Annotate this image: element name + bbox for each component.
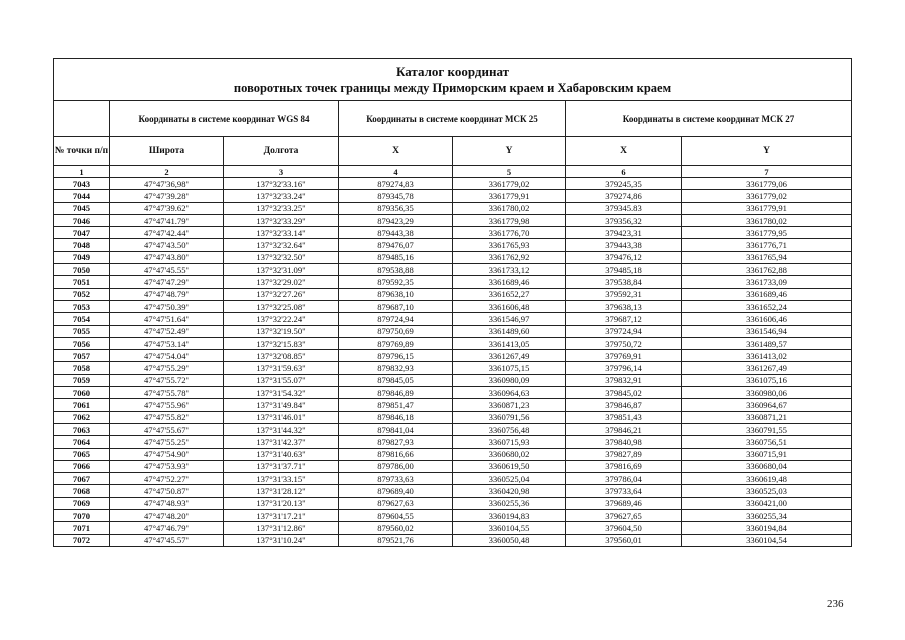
x-msk27-cell: 379560,01 — [566, 534, 682, 546]
y-msk25-cell: 3361762,92 — [453, 251, 566, 263]
column-header-longitude: Долгота — [224, 137, 339, 166]
x-msk25-cell: 879832,93 — [339, 362, 453, 374]
x-msk27-cell: 379592,31 — [566, 288, 682, 300]
x-msk25-cell: 879786,00 — [339, 460, 453, 472]
point-number-cell: 7050 — [54, 264, 110, 276]
longitude-cell: 137°31'46.01" — [224, 411, 339, 423]
x-msk27-cell: 379638,13 — [566, 300, 682, 312]
y-msk25-cell: 3361489,60 — [453, 325, 566, 337]
point-number-cell: 7061 — [54, 399, 110, 411]
table-row — [54, 473, 852, 485]
x-msk25-cell: 879687,10 — [339, 300, 453, 312]
point-number-cell: 7054 — [54, 313, 110, 325]
y-msk25-cell: 3360525,04 — [453, 473, 566, 485]
y-msk27-cell: 3360756,51 — [682, 436, 852, 448]
y-msk25-cell: 3360980,09 — [453, 374, 566, 386]
y-msk25-cell: 3361779,91 — [453, 190, 566, 202]
x-msk25-cell: 879845,05 — [339, 374, 453, 386]
longitude-cell: 137°31'42.37" — [224, 436, 339, 448]
y-msk25-cell: 3361765,93 — [453, 239, 566, 251]
y-msk25-cell: 3361267,49 — [453, 350, 566, 362]
latitude-cell: 47°47'43.80" — [110, 251, 224, 263]
x-msk25-cell: 879846,89 — [339, 387, 453, 399]
point-number-cell: 7066 — [54, 460, 110, 472]
x-msk25-cell: 879476,07 — [339, 239, 453, 251]
table-subtitle: поворотных точек границы между Приморским краем и Хабаровским краем — [233, 80, 672, 95]
longitude-cell: 137°31'37.71" — [224, 460, 339, 472]
x-msk27-cell: 379724,94 — [566, 325, 682, 337]
point-number-cell: 7043 — [54, 178, 110, 190]
y-msk25-cell: 3361075,15 — [453, 362, 566, 374]
longitude-cell: 137°32'33.29" — [224, 214, 339, 226]
y-msk27-cell: 3360980,06 — [682, 387, 852, 399]
latitude-cell: 47°47'51.64" — [110, 313, 224, 325]
point-number-cell: 7071 — [54, 522, 110, 534]
column-number: 7 — [682, 166, 852, 178]
table-row — [54, 411, 852, 423]
column-header-x-msk27: X — [566, 137, 682, 166]
column-number: 6 — [566, 166, 682, 178]
y-msk25-cell: 3361546,97 — [453, 313, 566, 325]
x-msk27-cell: 379627,65 — [566, 510, 682, 522]
y-msk25-cell: 3361779,02 — [453, 178, 566, 190]
latitude-cell: 47°47'55.96" — [110, 399, 224, 411]
x-msk25-cell: 879604,55 — [339, 510, 453, 522]
y-msk25-cell: 3360680,02 — [453, 448, 566, 460]
table-row — [54, 362, 852, 374]
longitude-cell: 137°31'59.63" — [224, 362, 339, 374]
point-number-cell: 7062 — [54, 411, 110, 423]
y-msk27-cell: 3361267,49 — [682, 362, 852, 374]
y-msk27-cell: 3360525,03 — [682, 485, 852, 497]
y-msk27-cell: 3360715,91 — [682, 448, 852, 460]
table-row — [54, 288, 852, 300]
x-msk25-cell: 879443,38 — [339, 227, 453, 239]
longitude-cell: 137°31'55.07" — [224, 374, 339, 386]
latitude-cell: 47°47'53.14" — [110, 337, 224, 349]
y-msk25-cell: 3361779,98 — [453, 214, 566, 226]
latitude-cell: 47°47'36,98" — [110, 178, 224, 190]
latitude-cell: 47°47'55.82" — [110, 411, 224, 423]
point-number-cell: 7060 — [54, 387, 110, 399]
latitude-cell: 47°47'48.20" — [110, 510, 224, 522]
x-msk27-cell: 379769,91 — [566, 350, 682, 362]
point-number-cell: 7067 — [54, 473, 110, 485]
y-msk25-cell: 3360050,48 — [453, 534, 566, 546]
latitude-cell: 47°47'48.93" — [110, 497, 224, 509]
x-msk25-cell: 879816,66 — [339, 448, 453, 460]
x-msk25-cell: 879521,76 — [339, 534, 453, 546]
latitude-cell: 47°47'55.67" — [110, 423, 224, 435]
table-row — [54, 214, 852, 226]
longitude-cell: 137°31'10.24" — [224, 534, 339, 546]
x-msk27-cell: 379845,02 — [566, 387, 682, 399]
y-msk27-cell: 3361413,02 — [682, 350, 852, 362]
latitude-cell: 47°47'39.62" — [110, 202, 224, 214]
table-row — [54, 251, 852, 263]
latitude-cell: 47°47'53.93" — [110, 460, 224, 472]
x-msk25-cell: 879356,35 — [339, 202, 453, 214]
y-msk27-cell: 3361689,46 — [682, 288, 852, 300]
point-number-cell: 7049 — [54, 251, 110, 263]
longitude-cell: 137°31'54.32" — [224, 387, 339, 399]
table-row — [54, 300, 852, 312]
x-msk27-cell: 379689,46 — [566, 497, 682, 509]
x-msk25-cell: 879827,93 — [339, 436, 453, 448]
longitude-cell: 137°32'27.26" — [224, 288, 339, 300]
y-msk25-cell: 3360756,48 — [453, 423, 566, 435]
longitude-cell: 137°31'44.32" — [224, 423, 339, 435]
longitude-cell: 137°32'31.09" — [224, 264, 339, 276]
y-msk25-cell: 3360715,93 — [453, 436, 566, 448]
y-msk25-cell: 3361780,02 — [453, 202, 566, 214]
y-msk25-cell: 3360964,63 — [453, 387, 566, 399]
table-title-cell — [54, 59, 852, 101]
longitude-cell: 137°32'32.64" — [224, 239, 339, 251]
y-msk27-cell: 3360104,54 — [682, 534, 852, 546]
latitude-cell: 47°47'42.44" — [110, 227, 224, 239]
longitude-cell: 137°31'17.21" — [224, 510, 339, 522]
x-msk25-cell: 879769,89 — [339, 337, 453, 349]
x-msk27-cell: 379476,12 — [566, 251, 682, 263]
point-number-cell: 7055 — [54, 325, 110, 337]
y-msk27-cell: 3361779,02 — [682, 190, 852, 202]
table-row — [54, 423, 852, 435]
y-msk27-cell: 3361780,02 — [682, 214, 852, 226]
longitude-cell: 137°32'19.50" — [224, 325, 339, 337]
table-row — [54, 374, 852, 386]
point-number-cell: 7056 — [54, 337, 110, 349]
x-msk25-cell: 879560,02 — [339, 522, 453, 534]
y-msk27-cell: 3360421,00 — [682, 497, 852, 509]
latitude-cell: 47°47'50.39" — [110, 300, 224, 312]
table-row — [54, 337, 852, 349]
latitude-cell: 47°47'55.72" — [110, 374, 224, 386]
y-msk27-cell: 3361779,91 — [682, 202, 852, 214]
x-msk27-cell: 379816,69 — [566, 460, 682, 472]
y-msk25-cell: 3361652,27 — [453, 288, 566, 300]
y-msk27-cell: 3361489,57 — [682, 337, 852, 349]
latitude-cell: 47°47'45.55" — [110, 264, 224, 276]
table-row — [54, 178, 852, 190]
x-msk27-cell: 379345.83 — [566, 202, 682, 214]
longitude-cell: 137°32'33.24" — [224, 190, 339, 202]
column-header-x-msk25: X — [339, 137, 453, 166]
y-msk27-cell: 3360619,48 — [682, 473, 852, 485]
table-row — [54, 510, 852, 522]
latitude-cell: 47°47'45.57" — [110, 534, 224, 546]
latitude-cell: 47°47'47.29" — [110, 276, 224, 288]
table-row — [54, 276, 852, 288]
y-msk27-cell: 3361762,88 — [682, 264, 852, 276]
x-msk25-cell: 879423,29 — [339, 214, 453, 226]
y-msk27-cell: 3361733,09 — [682, 276, 852, 288]
latitude-cell: 47°47'55.78" — [110, 387, 224, 399]
table-row — [54, 485, 852, 497]
x-msk25-cell: 879627,63 — [339, 497, 453, 509]
y-msk27-cell: 3360194,84 — [682, 522, 852, 534]
y-msk25-cell: 3360255,36 — [453, 497, 566, 509]
x-msk27-cell: 379538,84 — [566, 276, 682, 288]
longitude-cell: 137°31'33.15" — [224, 473, 339, 485]
x-msk25-cell: 879724,94 — [339, 313, 453, 325]
x-msk25-cell: 879592,35 — [339, 276, 453, 288]
longitude-cell: 137°32'25.08" — [224, 300, 339, 312]
y-msk25-cell: 3361413,05 — [453, 337, 566, 349]
latitude-cell: 47°47'55.25" — [110, 436, 224, 448]
longitude-cell: 137°31'12.86" — [224, 522, 339, 534]
table-row — [54, 399, 852, 411]
coordinate-catalog-table — [53, 58, 852, 547]
x-msk27-cell: 379786,04 — [566, 473, 682, 485]
y-msk25-cell: 3360791,56 — [453, 411, 566, 423]
x-msk27-cell: 379245,35 — [566, 178, 682, 190]
longitude-cell: 137°32'22.24" — [224, 313, 339, 325]
y-msk25-cell: 3361689,46 — [453, 276, 566, 288]
y-msk25-cell: 3360871,23 — [453, 399, 566, 411]
column-header-point: № точки п/п — [54, 137, 110, 166]
table-row — [54, 460, 852, 472]
column-number: 2 — [110, 166, 224, 178]
column-header-latitude: Широта — [110, 137, 224, 166]
table-row — [54, 239, 852, 251]
x-msk27-cell: 379846,87 — [566, 399, 682, 411]
x-msk27-cell: 379604,50 — [566, 522, 682, 534]
y-msk27-cell: 3360964,67 — [682, 399, 852, 411]
point-number-cell: 7051 — [54, 276, 110, 288]
table-row — [54, 190, 852, 202]
longitude-cell: 137°32'29.02" — [224, 276, 339, 288]
point-number-cell: 7059 — [54, 374, 110, 386]
page-number: 236 — [827, 598, 844, 610]
group-header-msk25: Координаты в системе координат МСК 25 — [339, 101, 566, 137]
latitude-cell: 47°47'52.27" — [110, 473, 224, 485]
longitude-cell: 137°31'28.12" — [224, 485, 339, 497]
x-msk27-cell: 379274,86 — [566, 190, 682, 202]
y-msk27-cell: 3360255,34 — [682, 510, 852, 522]
x-msk25-cell: 879538,88 — [339, 264, 453, 276]
point-number-cell: 7048 — [54, 239, 110, 251]
longitude-cell: 137°31'20.13" — [224, 497, 339, 509]
point-number-cell: 7065 — [54, 448, 110, 460]
longitude-cell: 137°31'49.84" — [224, 399, 339, 411]
y-msk25-cell: 3360104,55 — [453, 522, 566, 534]
point-number-cell: 7069 — [54, 497, 110, 509]
x-msk27-cell: 379356,32 — [566, 214, 682, 226]
table-row — [54, 313, 852, 325]
y-msk27-cell: 3360680,04 — [682, 460, 852, 472]
longitude-cell: 137°32'33.16" — [224, 178, 339, 190]
longitude-cell: 137°32'08.85" — [224, 350, 339, 362]
x-msk27-cell: 379443,38 — [566, 239, 682, 251]
table-row — [54, 448, 852, 460]
point-number-cell: 7044 — [54, 190, 110, 202]
column-header-y-msk27: Y — [682, 137, 852, 166]
longitude-cell: 137°31'40.63" — [224, 448, 339, 460]
latitude-cell: 47°47'54.90" — [110, 448, 224, 460]
point-number-cell: 7052 — [54, 288, 110, 300]
y-msk27-cell: 3360791,55 — [682, 423, 852, 435]
x-msk25-cell: 879345,78 — [339, 190, 453, 202]
y-msk27-cell: 3361779,95 — [682, 227, 852, 239]
y-msk27-cell: 3361606,46 — [682, 313, 852, 325]
point-number-cell: 7053 — [54, 300, 110, 312]
group-header-msk27: Координаты в системе координат МСК 27 — [566, 101, 852, 137]
latitude-cell: 47°47'55.29" — [110, 362, 224, 374]
point-number-cell: 7046 — [54, 214, 110, 226]
table-title: Каталог координат — [396, 63, 510, 79]
point-number-cell: 7072 — [54, 534, 110, 546]
latitude-cell: 47°47'50.87" — [110, 485, 224, 497]
point-number-cell: 7057 — [54, 350, 110, 362]
column-number: 5 — [453, 166, 566, 178]
column-header-y-msk25: Y — [453, 137, 566, 166]
x-msk25-cell: 879750,69 — [339, 325, 453, 337]
group-header-wgs84: Координаты в системе координат WGS 84 — [110, 101, 339, 137]
longitude-cell: 137°32'15.83" — [224, 337, 339, 349]
table-row — [54, 522, 852, 534]
x-msk27-cell: 379687,12 — [566, 313, 682, 325]
x-msk25-cell: 879733,63 — [339, 473, 453, 485]
y-msk27-cell: 3361652,24 — [682, 300, 852, 312]
coordinate-catalog-sheet — [53, 58, 851, 547]
column-number: 1 — [54, 166, 110, 178]
table-row — [54, 350, 852, 362]
x-msk27-cell: 379423,31 — [566, 227, 682, 239]
latitude-cell: 47°47'41.79" — [110, 214, 224, 226]
x-msk25-cell: 879689,40 — [339, 485, 453, 497]
x-msk27-cell: 379827,89 — [566, 448, 682, 460]
x-msk27-cell: 379796,14 — [566, 362, 682, 374]
point-number-cell: 7047 — [54, 227, 110, 239]
y-msk27-cell: 3360871,21 — [682, 411, 852, 423]
y-msk25-cell: 3360194,83 — [453, 510, 566, 522]
latitude-cell: 47°47'52.49" — [110, 325, 224, 337]
latitude-cell: 47°47'39.28" — [110, 190, 224, 202]
table-row — [54, 534, 852, 546]
y-msk27-cell: 3361075,16 — [682, 374, 852, 386]
y-msk25-cell: 3360619,50 — [453, 460, 566, 472]
y-msk25-cell: 3361733,12 — [453, 264, 566, 276]
x-msk25-cell: 879851,47 — [339, 399, 453, 411]
point-number-cell: 7045 — [54, 202, 110, 214]
y-msk25-cell: 3360420,98 — [453, 485, 566, 497]
latitude-cell: 47°47'54.04" — [110, 350, 224, 362]
empty-header-cell — [54, 101, 110, 137]
longitude-cell: 137°32'33.14" — [224, 227, 339, 239]
longitude-cell: 137°32'33.25" — [224, 202, 339, 214]
x-msk27-cell: 379840,98 — [566, 436, 682, 448]
table-row — [54, 325, 852, 337]
column-number: 4 — [339, 166, 453, 178]
x-msk27-cell: 379750,72 — [566, 337, 682, 349]
table-row — [54, 202, 852, 214]
point-number-cell: 7064 — [54, 436, 110, 448]
x-msk25-cell: 879841,04 — [339, 423, 453, 435]
x-msk27-cell: 379485,18 — [566, 264, 682, 276]
table-row — [54, 497, 852, 509]
table-row — [54, 436, 852, 448]
table-row — [54, 387, 852, 399]
x-msk25-cell: 879485,16 — [339, 251, 453, 263]
latitude-cell: 47°47'46.79" — [110, 522, 224, 534]
x-msk27-cell: 379851,43 — [566, 411, 682, 423]
point-number-cell: 7063 — [54, 423, 110, 435]
x-msk27-cell: 379832,91 — [566, 374, 682, 386]
x-msk27-cell: 379733,64 — [566, 485, 682, 497]
y-msk25-cell: 3361606,48 — [453, 300, 566, 312]
point-number-cell: 7070 — [54, 510, 110, 522]
y-msk27-cell: 3361765,94 — [682, 251, 852, 263]
y-msk27-cell: 3361779,06 — [682, 178, 852, 190]
y-msk27-cell: 3361546,94 — [682, 325, 852, 337]
x-msk25-cell: 879796,15 — [339, 350, 453, 362]
latitude-cell: 47°47'43.50" — [110, 239, 224, 251]
point-number-cell: 7068 — [54, 485, 110, 497]
latitude-cell: 47°47'48.79" — [110, 288, 224, 300]
x-msk25-cell: 879638,10 — [339, 288, 453, 300]
table-row — [54, 227, 852, 239]
point-number-cell: 7058 — [54, 362, 110, 374]
longitude-cell: 137°32'32.50" — [224, 251, 339, 263]
y-msk27-cell: 3361776,71 — [682, 239, 852, 251]
x-msk27-cell: 379846,21 — [566, 423, 682, 435]
x-msk25-cell: 879274,83 — [339, 178, 453, 190]
y-msk25-cell: 3361776,70 — [453, 227, 566, 239]
table-body — [54, 178, 852, 547]
x-msk25-cell: 879846,18 — [339, 411, 453, 423]
table-row — [54, 264, 852, 276]
column-number: 3 — [224, 166, 339, 178]
